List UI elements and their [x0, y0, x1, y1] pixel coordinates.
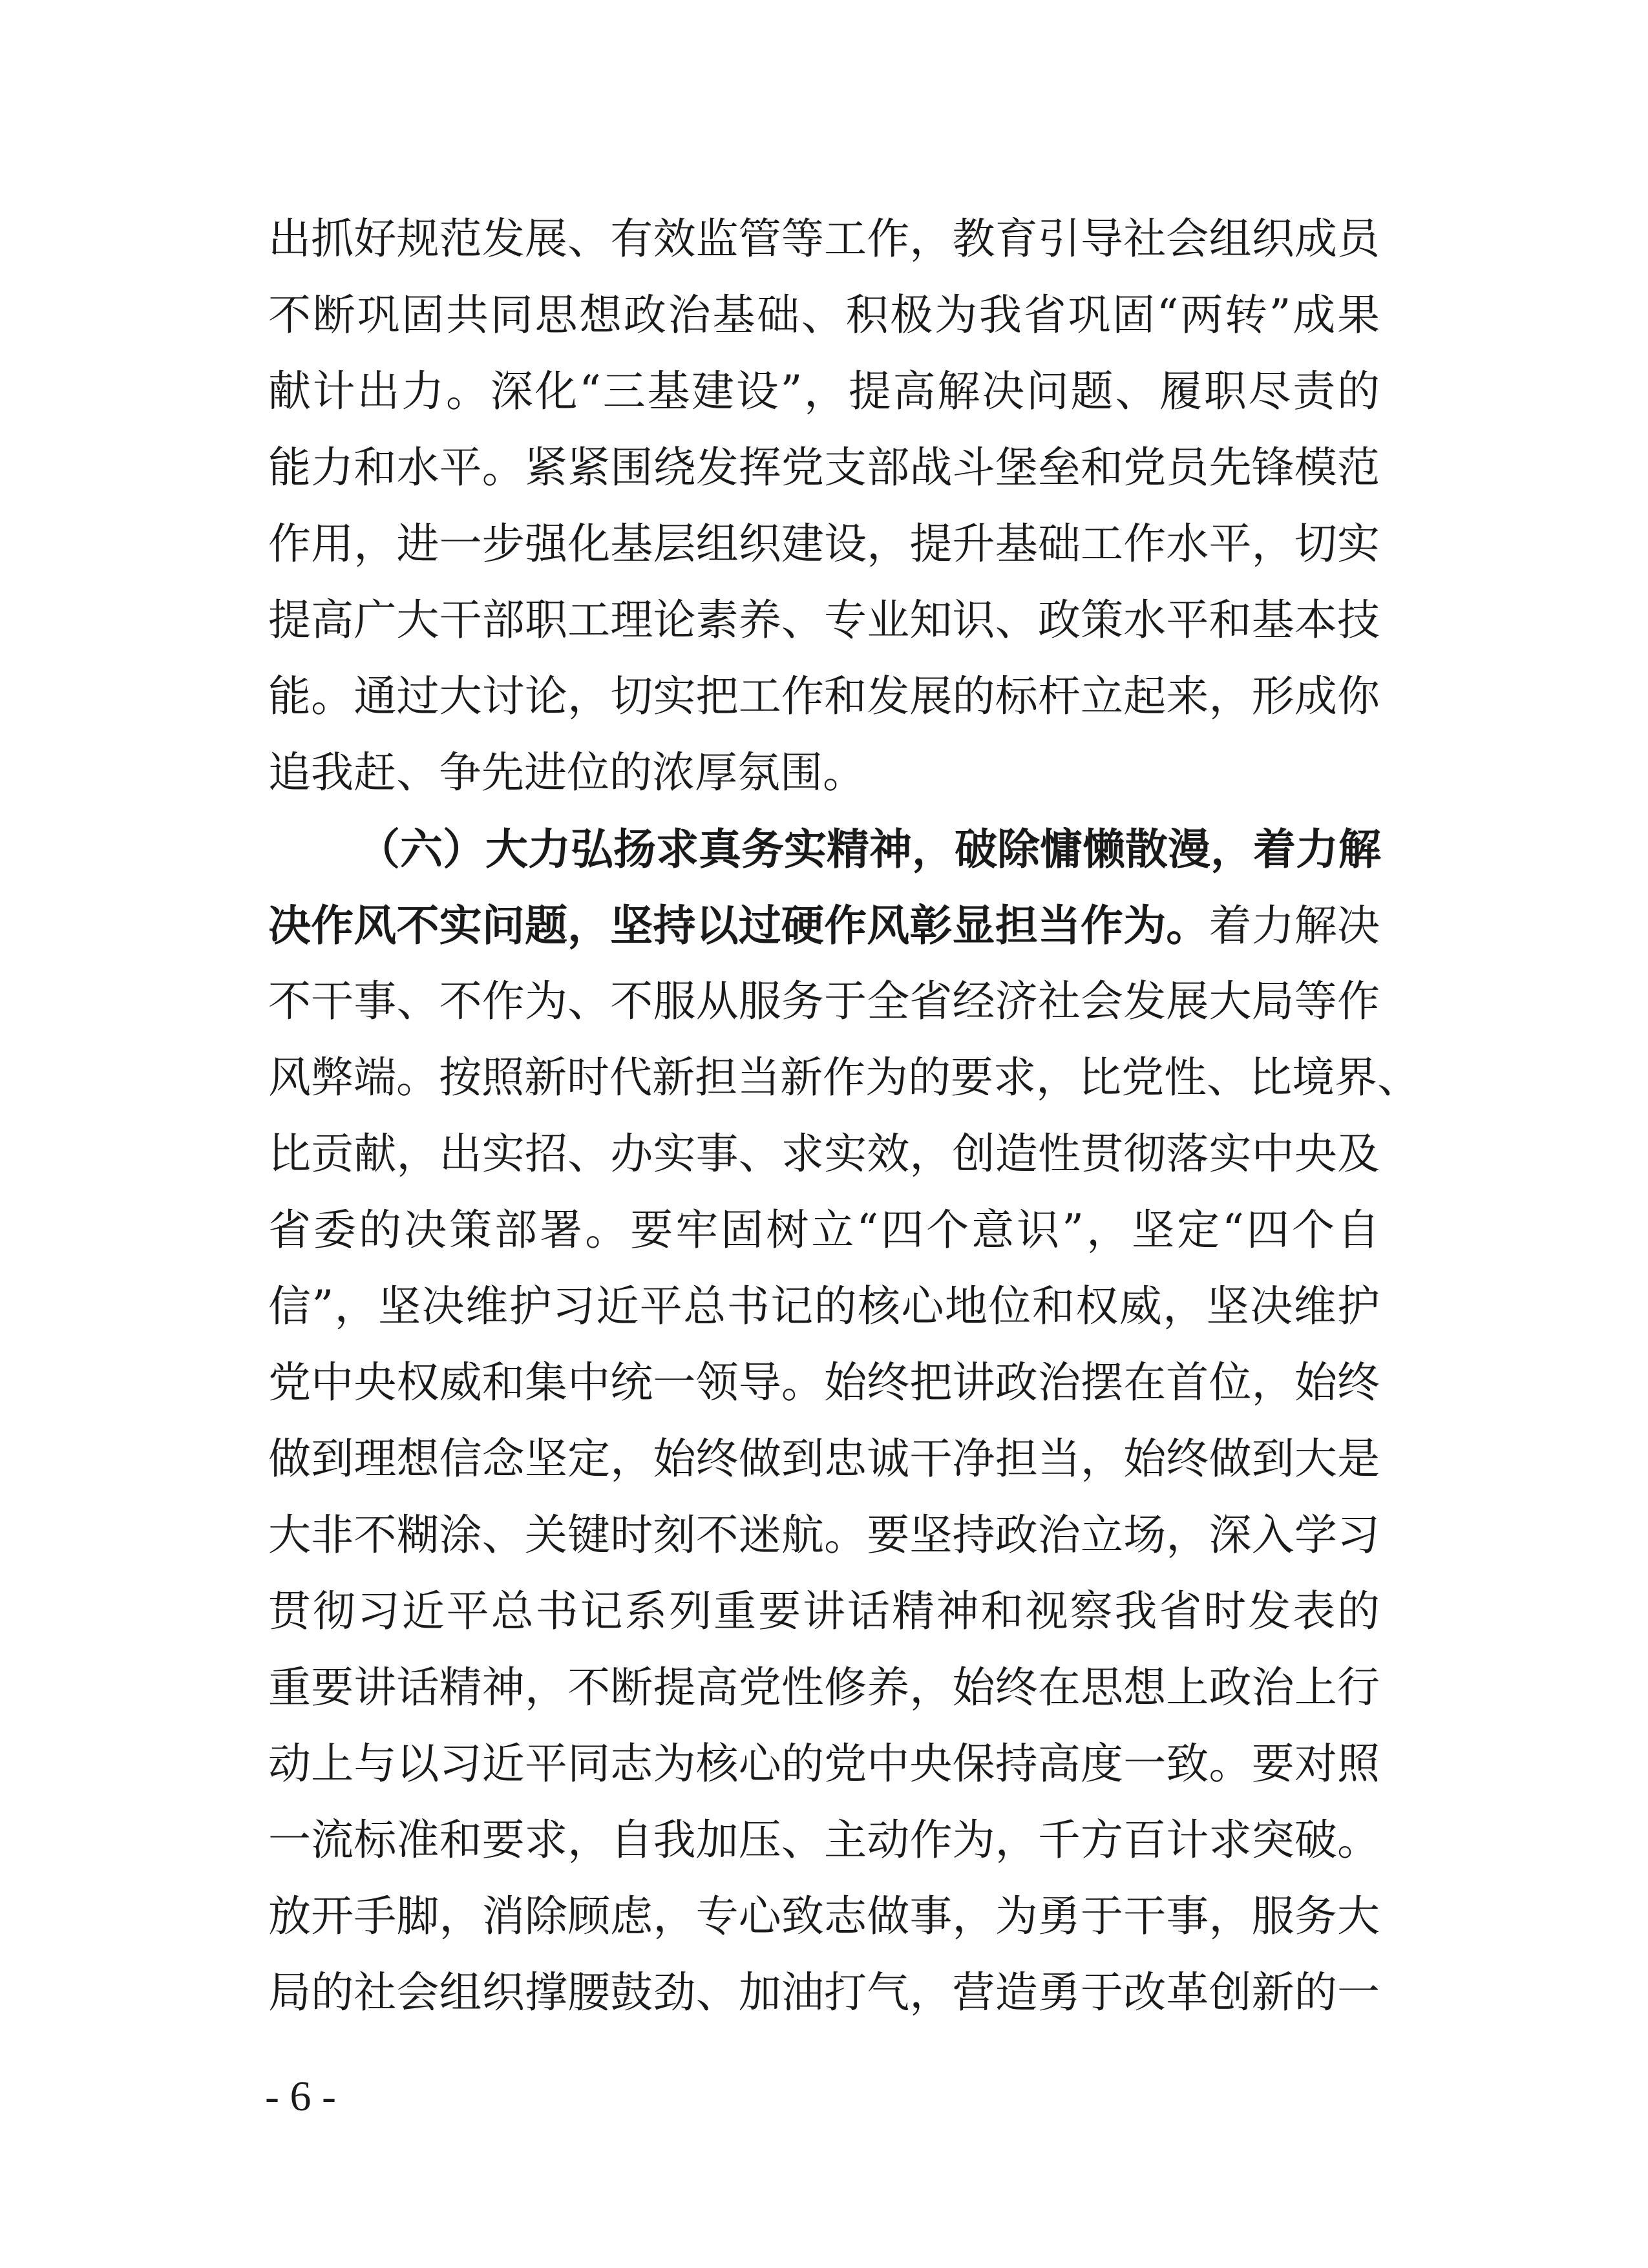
paragraph-line: 贯彻习近平总书记系列重要讲话精神和视察我省时发表的	[268, 1586, 1380, 1636]
paragraph-line: 动上与以习近平同志为核心的党中央保持高度一致。要对照	[268, 1739, 1380, 1789]
paragraph-line: 不干事、不作为、不服从服务于全省经济社会发展大局等作	[268, 976, 1380, 1026]
paragraph-line: 比贡献，出实招、办实事、求实效，创造性贯彻落实中央及	[268, 1129, 1380, 1179]
paragraph-line: 风弊端。按照新时代新担当新作为的要求，比党性、比境界、	[268, 1053, 1420, 1102]
paragraph-line: 出抓好规范发展、有效监管等工作，教育引导社会组织成员	[268, 214, 1380, 264]
section-heading-continued	[268, 899, 1380, 951]
paragraph-line: 作用，进一步强化基层组织建设，提升基础工作水平，切实	[268, 519, 1380, 569]
paragraph-line: 局的社会组织撑腰鼓劲、加油打气，营造勇于改革创新的一	[268, 1968, 1380, 2017]
paragraph-line: 重要讲话精神，不断提高党性修养，始终在思想上政治上行	[268, 1663, 1380, 1712]
paragraph-line: 追我赶、争先进位的浓厚氛围。	[268, 748, 865, 797]
page-number: - 6 -	[265, 2073, 336, 2120]
paragraph-line: 提高广大干部职工理论素养、专业知识、政策水平和基本技	[268, 595, 1380, 645]
paragraph-line: 不断巩固共同思想政治基础、积极为我省巩固“两转”成果	[268, 290, 1380, 340]
paragraph-line: 放开手脚，消除顾虑，专心致志做事，为勇于干事，服务大	[268, 1891, 1380, 1941]
paragraph-line: 大非不糊涂、关键时刻不迷航。要坚持政治立场，深入学习	[268, 1510, 1380, 1560]
paragraph-line: 一流标准和要求，自我加压、主动作为，千方百计求突破。	[268, 1815, 1380, 1865]
section-heading-bold-text: 决作风不实问题，坚持以过硬作风彰显担当作为。	[268, 900, 1209, 950]
paragraph-line: 能。通过大讨论，切实把工作和发展的标杆立起来，形成你	[268, 671, 1380, 721]
section-body-text: 着力解决	[1209, 901, 1380, 950]
paragraph-line: 献计出力。深化“三基建设”，提高解决问题、履职尽责的	[268, 366, 1380, 416]
paragraph-line: 做到理想信念坚定，始终做到忠诚干净担当，始终做到大是	[268, 1434, 1380, 1484]
paragraph-line: 省委的决策部署。要牢固树立“四个意识”，坚定“四个自	[268, 1205, 1380, 1255]
paragraph-line: 党中央权威和集中统一领导。始终把讲政治摆在首位，始终	[268, 1358, 1380, 1407]
section-heading: （六）大力弘扬求真务实精神，破除慵懒散漫，着力解	[357, 824, 1381, 874]
paragraph-line: 信”，坚决维护习近平总书记的核心地位和权威，坚决维护	[268, 1281, 1380, 1331]
paragraph-line: 能力和水平。紧紧围绕发挥党支部战斗堡垒和党员先锋模范	[268, 443, 1380, 492]
